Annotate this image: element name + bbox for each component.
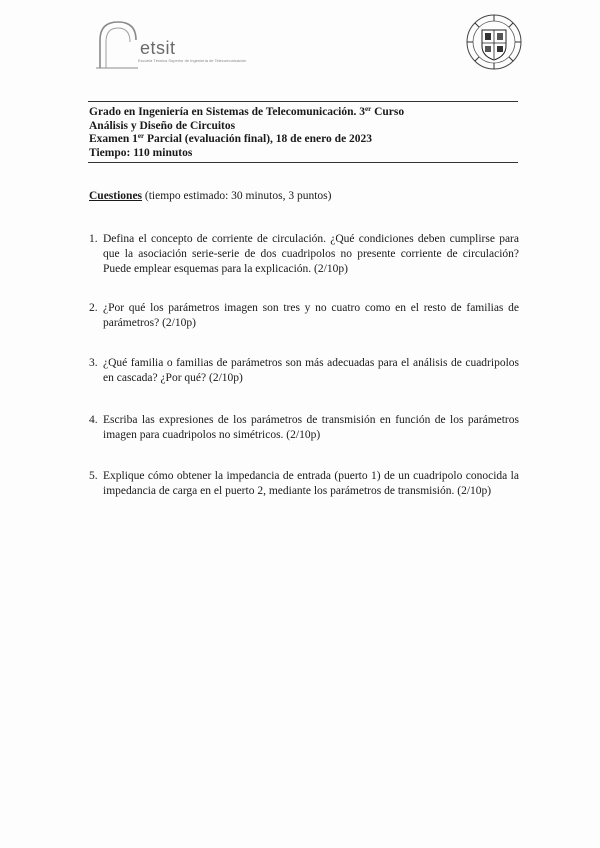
question-2 — [89, 301, 519, 331]
header-rule-bottom — [88, 162, 518, 163]
question-number: 2. — [89, 302, 98, 314]
degree-line — [89, 106, 519, 120]
question-number: 5. — [89, 470, 98, 482]
exam-tail: Parcial (evaluación final), 18 de enero de 2023 — [144, 133, 373, 145]
time-line: Tiempo: 110 minutos — [89, 146, 193, 159]
section-title: Cuestiones — [89, 190, 143, 202]
exam-line — [89, 133, 519, 147]
question-number: 4. — [89, 414, 98, 426]
question-number: 3. — [89, 357, 98, 369]
exam-info — [89, 106, 519, 160]
subject-line: Análisis y Diseño de Circuitos — [89, 119, 236, 132]
section-heading — [89, 190, 331, 202]
question-text: Escriba las expresiones de los parámetros de transmisión en función de los parámetros imagen para cuadripolos no simétricos. (2/10p) — [103, 414, 519, 441]
exam-sup: er — [137, 132, 145, 140]
question-4 — [89, 413, 519, 443]
etsit-arch-icon — [92, 18, 140, 70]
question-text: Explique cómo obtener la impedancia de entrada (puerto 1) de un cuadripolo conocida la impedancia de carga en el puerto 2, mediante los parámetros de transmisión. (2/10p) — [103, 470, 519, 497]
degree-tail: Curso — [371, 106, 405, 118]
question-number: 1. — [89, 233, 98, 245]
section-note: (tiempo estimado: 30 minutos, 3 puntos) — [142, 190, 332, 202]
header-rule-top — [88, 101, 518, 102]
question-text: ¿Qué familia o familias de parámetros son más adecuadas para el análisis de cuadripolos en cascada? ¿Por qué? (2/10p) — [103, 357, 519, 384]
question-1 — [89, 232, 519, 277]
question-3 — [89, 356, 519, 386]
logo-text: etsit — [140, 38, 176, 58]
question-5 — [89, 469, 519, 499]
question-text: ¿Por qué los parámetros imagen son tres y no cuatro como en el resto de familias de parámetros? (2/10p) — [103, 302, 519, 329]
question-text: Defina el concepto de corriente de circulación. ¿Qué condiciones deben cumplirse para que la asociación serie-serie de dos cuadripolos no presente corriente de circulación? Puede emplear esquemas para la explicación. (2/10p) — [103, 233, 519, 275]
etsit-logo — [92, 18, 247, 70]
degree-sup: er — [365, 105, 372, 113]
logo-subtext: Escuela Técnica Superior de Ingeniería de Telecomunicación — [138, 58, 247, 63]
exam-prefix: Examen 1 — [89, 133, 138, 145]
university-crest-icon — [466, 14, 522, 70]
degree-text: Grado en Ingeniería en Sistemas de Telecomunicación. 3 — [89, 106, 365, 118]
